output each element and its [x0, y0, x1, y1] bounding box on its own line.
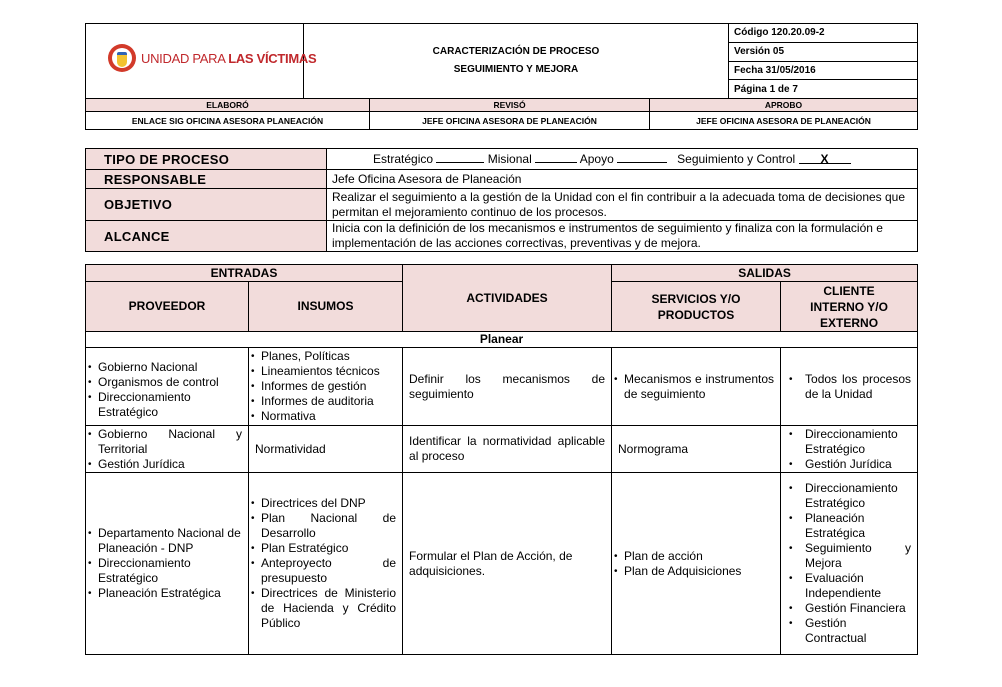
list-item: • Plan de acción	[612, 549, 780, 564]
list-item: • Direccionamiento Estratégico	[86, 390, 248, 420]
list-item: • Gobierno Nacional	[86, 360, 248, 375]
list-item: • Planes, Políticas	[249, 349, 402, 364]
proveedor-cell	[86, 473, 249, 655]
doc-version: Versión 05	[729, 42, 918, 61]
cliente-cell	[781, 348, 918, 426]
list-item: • Direccionamiento Estratégico	[781, 427, 917, 457]
title-line-1: CARACTERIZACIÓN DE PROCESO	[432, 46, 600, 57]
list-item: • Gobierno Nacional y Territorial	[86, 427, 242, 457]
tipo-estrategico: Estratégico	[373, 152, 434, 166]
tipo-proceso-options	[327, 149, 918, 170]
proveedor-cell	[86, 426, 249, 473]
aprobo-value: JEFE OFICINA ASESORA DE PLANEACIÓN	[650, 112, 918, 130]
servicios-cell	[612, 473, 781, 655]
table-row	[86, 473, 918, 655]
actividad-cell: Definir los mecanismos de seguimiento	[403, 348, 612, 426]
table-row	[86, 348, 918, 426]
table-row	[86, 426, 918, 473]
list-item: • Organismos de control	[86, 375, 248, 390]
insumos-cell	[249, 348, 403, 426]
cliente-cell	[781, 426, 918, 473]
servicios-cell	[612, 348, 781, 426]
process-info-table	[85, 148, 918, 252]
list-item: • Planeación Estratégica	[86, 586, 242, 601]
list-item: • Direccionamiento Estratégico	[781, 481, 911, 511]
actividad-cell: Formular el Plan de Acción, de adquisiciones.	[403, 473, 612, 655]
tipo-proceso-label: TIPO DE PROCESO	[86, 149, 327, 170]
unidad-victimas-logo	[108, 44, 316, 72]
list-item: • Gestión Financiera	[781, 601, 911, 616]
cliente-cell	[781, 473, 918, 655]
list-item: • Gestión Jurídica	[781, 457, 917, 472]
responsable-value: Jefe Oficina Asesora de Planeación	[327, 170, 918, 189]
list-item: • Lineamientos técnicos	[249, 364, 402, 379]
characterization-table	[85, 264, 918, 655]
servicios-cell: Normograma	[612, 426, 781, 473]
insumos-cell: Normatividad	[249, 426, 403, 473]
aprobo-label: APROBO	[650, 99, 918, 112]
tipo-selected-mark: X	[799, 152, 851, 164]
elaboro-value: ENLACE SIG OFICINA ASESORA PLANEACIÓN	[86, 112, 370, 130]
entradas-header: ENTRADAS	[86, 265, 403, 282]
list-item: • Informes de gestión	[249, 379, 402, 394]
section-planear: Planear	[86, 332, 918, 348]
list-item: • Directrices de Ministerio de Hacienda y Crédito Público	[249, 586, 396, 631]
alcance-label: ALCANCE	[86, 221, 327, 252]
tipo-seguimiento: Seguimiento y Control	[677, 152, 796, 166]
list-item: • Anteproyecto de presupuesto	[249, 556, 396, 586]
list-item: • Plan Nacional de Desarrollo	[249, 511, 396, 541]
insumos-cell	[249, 473, 403, 655]
alcance-value: Inicia con la definición de los mecanismos e instrumentos de seguimiento y finaliza con la formulación e implementación de las acciones correctivas, preventivas y de mejora.	[327, 221, 918, 252]
list-item: • Gestión Contractual	[781, 616, 911, 646]
elaboro-label: ELABORÓ	[86, 99, 370, 112]
list-item: • Seguimiento y Mejora	[781, 541, 911, 571]
tipo-misional: Misional	[487, 152, 532, 166]
title-line-2: SEGUIMIENTO Y MEJORA	[453, 64, 579, 75]
objetivo-label: OBJETIVO	[86, 189, 327, 221]
actividades-header: ACTIVIDADES	[403, 265, 612, 332]
signatures-table	[85, 98, 918, 130]
logo-text: UNIDAD PARA LAS VÍCTIMAS	[141, 50, 317, 66]
list-item: • Direccionamiento Estratégico	[86, 556, 242, 586]
insumos-header: INSUMOS	[249, 282, 403, 332]
reviso-label: REVISÓ	[370, 99, 650, 112]
list-item: • Plan de Adquisiciones	[612, 564, 780, 579]
list-item: • Plan Estratégico	[249, 541, 396, 556]
salidas-header: SALIDAS	[612, 265, 918, 282]
tipo-apoyo: Apoyo	[579, 152, 614, 166]
doc-code: Código 120.20.09-2	[729, 24, 918, 43]
doc-page: Página 1 de 7	[729, 80, 918, 99]
list-item: • Planeación Estratégica	[781, 511, 911, 541]
reviso-value: JEFE OFICINA ASESORA DE PLANEACIÓN	[370, 112, 650, 130]
list-item: • Mecanismos e instrumentos de seguimiento	[612, 372, 774, 402]
objetivo-value: Realizar el seguimiento a la gestión de la Unidad con el fin contribuir a la adecuada toma de decisiones que permitan el mejoramiento continuo de los procesos.	[327, 189, 918, 221]
actividad-cell: Identificar la normatividad aplicable al proceso	[403, 426, 612, 473]
responsable-label: RESPONSABLE	[86, 170, 327, 189]
list-item: • Evaluación Independiente	[781, 571, 911, 601]
list-item: • Informes de auditoria	[249, 394, 402, 409]
list-item: • Gestión Jurídica	[86, 457, 242, 472]
list-item: • Directrices del DNP	[249, 496, 396, 511]
coat-of-arms-icon	[108, 44, 136, 72]
document-header	[85, 23, 918, 99]
cliente-header: CLIENTE INTERNO Y/O EXTERNO	[781, 282, 918, 332]
list-item: • Normativa	[249, 409, 402, 424]
proveedor-cell	[86, 348, 249, 426]
doc-date: Fecha 31/05/2016	[729, 61, 918, 80]
proveedor-header: PROVEEDOR	[86, 282, 249, 332]
logo-cell	[86, 24, 317, 99]
list-item: • Departamento Nacional de Planeación - DNP	[86, 526, 242, 556]
document-title	[304, 24, 729, 99]
servicios-header: SERVICIOS Y/O PRODUCTOS	[612, 282, 781, 332]
list-item: • Todos los procesos de la Unidad	[781, 372, 911, 402]
